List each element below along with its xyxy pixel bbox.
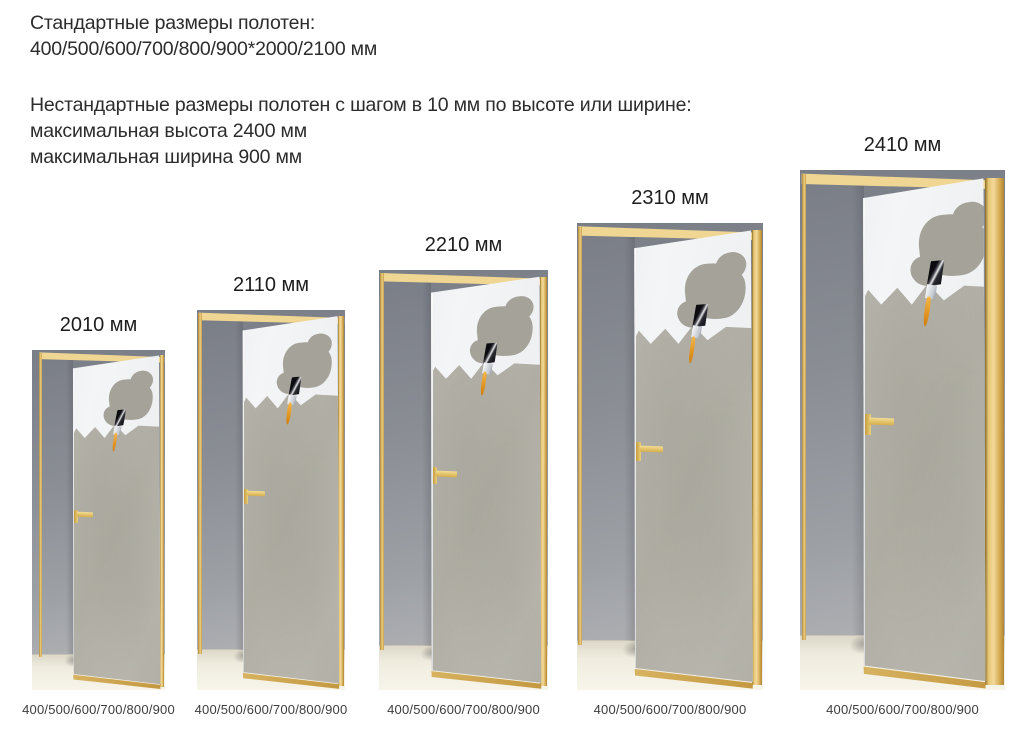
- door-figure-2110: [194, 274, 348, 717]
- door-leaf: [379, 270, 548, 690]
- brush-handle: [922, 296, 931, 326]
- door-width-label: 400/500/600/700/800/900: [22, 702, 175, 717]
- door-width-label: 400/500/600/700/800/900: [194, 702, 348, 717]
- door-render: [800, 170, 1005, 690]
- door-frame-left-jamb: [578, 227, 582, 645]
- door-render: [32, 350, 165, 690]
- door-handle-bar: [639, 446, 662, 453]
- doorway-shadow: [852, 183, 863, 635]
- door-handle: [244, 491, 265, 500]
- doorway-shadow: [66, 359, 73, 655]
- door-leaf: [800, 170, 1005, 690]
- door-frame-left-jamb: [198, 313, 201, 654]
- door-width-label: 400/500/600/700/800/900: [387, 702, 540, 717]
- door-figure-2410: [800, 134, 1005, 717]
- painted-area: [240, 382, 345, 690]
- door-height-label: 2010 мм: [59, 314, 138, 336]
- door-render: [577, 223, 763, 690]
- brush-handle: [480, 372, 487, 396]
- door-handle-bar: [869, 418, 894, 426]
- door-leaf: [32, 350, 165, 690]
- painted-area: [859, 269, 1005, 690]
- door-leaf: [577, 223, 763, 690]
- door-frame-right-jamb: [338, 316, 344, 686]
- painted-area: [71, 415, 165, 690]
- doorway-shadow: [624, 235, 634, 641]
- door-handle-bar: [77, 512, 93, 517]
- brush-handle: [285, 402, 292, 424]
- door-figure-2010: [22, 314, 175, 717]
- door-handle: [74, 512, 93, 520]
- door-figure-2210: [379, 234, 548, 717]
- door-leaf: [197, 310, 345, 690]
- door-handle: [636, 445, 662, 456]
- brush-handle: [111, 432, 117, 452]
- door-frame-left-jamb: [380, 273, 384, 649]
- max-height-line: максимальная высота 2400 мм: [30, 120, 307, 142]
- brush-handle: [688, 336, 696, 363]
- standard-sizes-text: [30, 10, 377, 62]
- nonstandard-sizes-text: [30, 92, 691, 170]
- nonstandard-sizes-title: Нестандартные размеры полотен с шагом в 10 мм по высоте или ширине:: [30, 94, 692, 116]
- painted-area: [631, 312, 763, 690]
- paint-splotch: [682, 260, 749, 322]
- door-handle: [865, 418, 894, 430]
- door-handle-bar: [247, 491, 265, 497]
- standard-sizes-title: Стандартные размеры полотен:: [30, 12, 316, 34]
- doorway-shadow: [235, 320, 243, 651]
- door-frame-right-jamb: [540, 277, 547, 686]
- door-render: [197, 310, 345, 690]
- door-handle: [433, 470, 457, 480]
- door-frame-right-jamb: [752, 230, 762, 685]
- door-width-label: 400/500/600/700/800/900: [593, 702, 747, 717]
- door-frame-left-jamb: [39, 353, 42, 658]
- door-height-label: 2210 мм: [424, 234, 503, 256]
- door-width-label: 400/500/600/700/800/900: [826, 702, 979, 717]
- door-figure-2310: [577, 187, 763, 717]
- painted-area: [428, 350, 548, 690]
- door-frame-right-jamb: [160, 355, 165, 686]
- door-height-label: 2110 мм: [232, 274, 310, 296]
- standard-sizes-values: 400/500/600/700/800/900*2000/2100 мм: [30, 38, 378, 60]
- door-handle-bar: [436, 470, 457, 477]
- door-render: [379, 270, 548, 690]
- door-frame-right-jamb: [985, 178, 1004, 685]
- door-height-label: 2310 мм: [631, 187, 709, 209]
- door-height-label: 2410 мм: [863, 134, 942, 156]
- door-frame-left-jamb: [802, 174, 807, 640]
- max-width-line: максимальная ширина 900 мм: [30, 146, 302, 168]
- doorway-shadow: [422, 281, 431, 646]
